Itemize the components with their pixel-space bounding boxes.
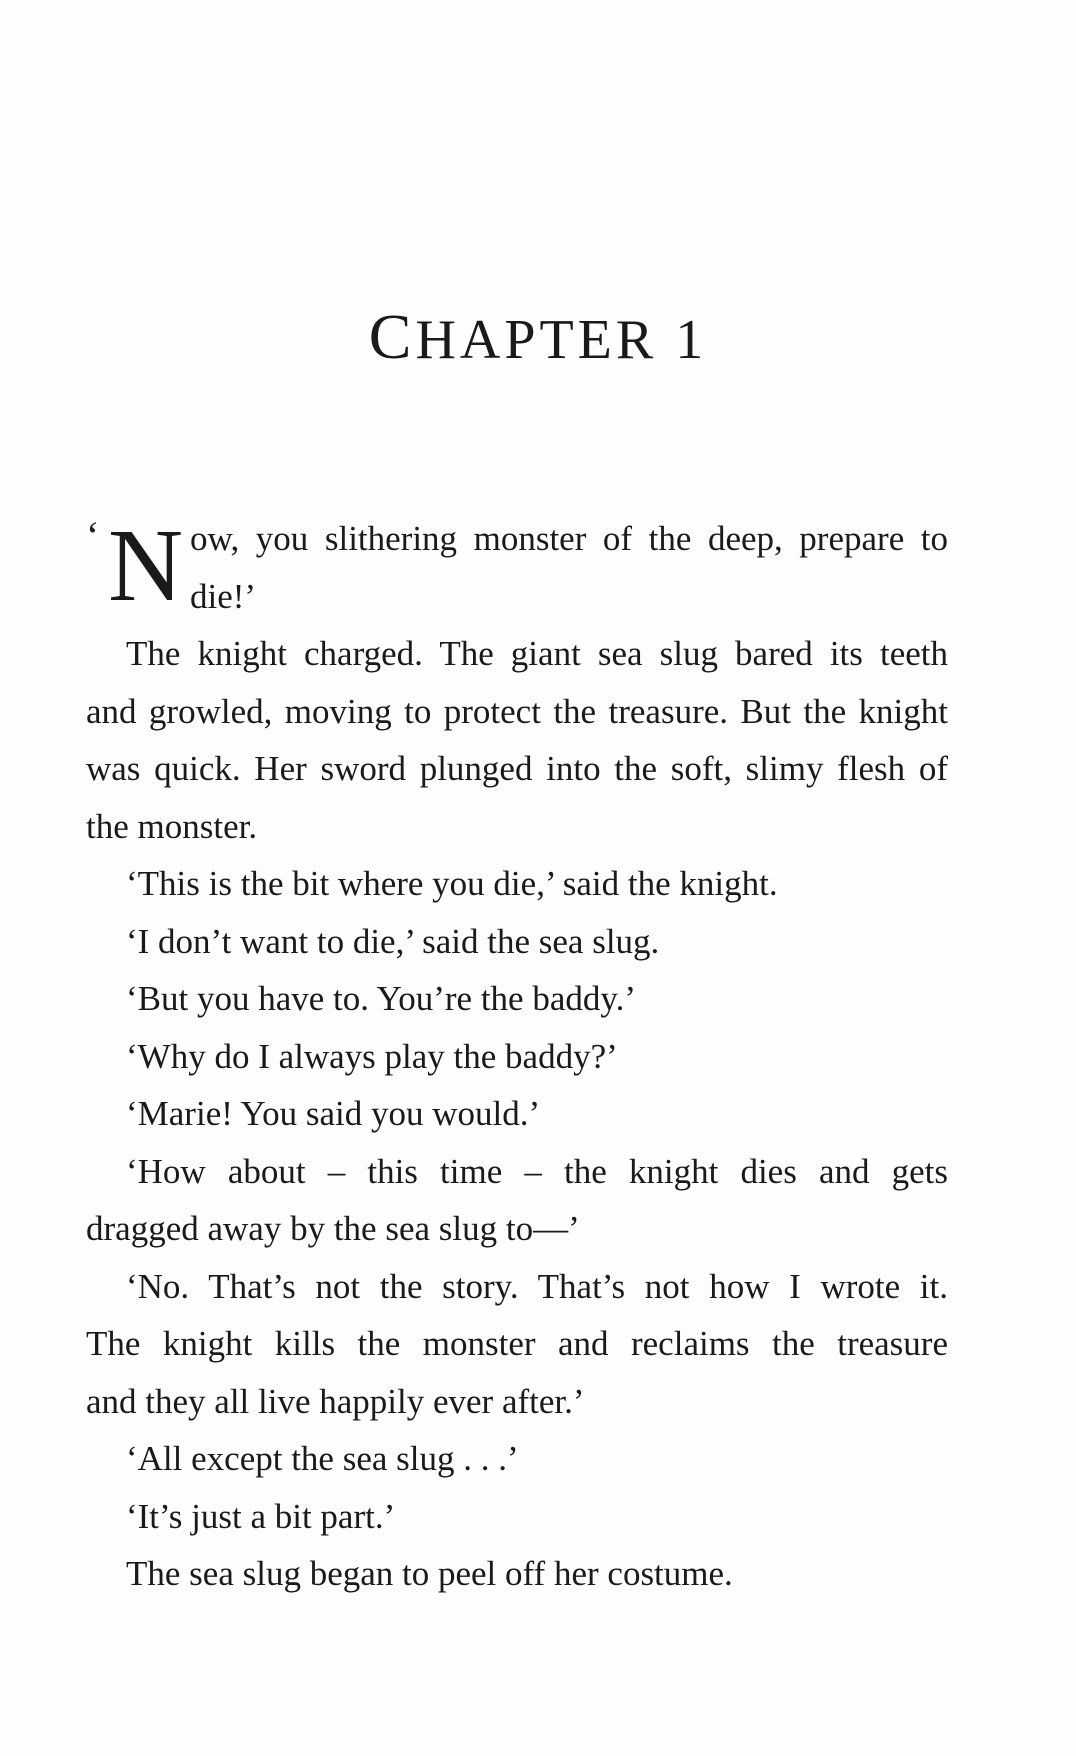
text-line: ‘It’s just a bit part.’ bbox=[126, 1496, 396, 1536]
text-line: ‘How about – this time – the knight dies and gets bbox=[126, 1151, 948, 1191]
text-line: dragged away by the sea slug to—’ bbox=[86, 1209, 580, 1248]
chapter-title bbox=[0, 300, 1076, 374]
text-line: the monster. bbox=[86, 806, 258, 846]
text-line: ‘Why do I always play the baddy?’ bbox=[126, 1036, 618, 1076]
opening-quote-mark: ‘ bbox=[86, 513, 100, 558]
text-line: ‘This is the bit where you die,’ said the knight. bbox=[126, 864, 778, 903]
text-line: and they all live happily ever after.’ bbox=[86, 1381, 585, 1421]
text-line: ‘All except the sea slug . . .’ bbox=[126, 1439, 519, 1478]
text-line: The knight kills the monster and reclaims the treasure bbox=[86, 1324, 948, 1363]
chapter-title-rest: HAPTER 1 bbox=[415, 309, 708, 371]
chapter-title-initial: C bbox=[368, 301, 416, 372]
text-line: ‘No. That’s not the story. That’s not how I wrote it. bbox=[126, 1266, 948, 1306]
chapter-body bbox=[86, 510, 948, 1603]
opening-paragraph bbox=[86, 510, 948, 625]
text-line: ‘I don’t want to die,’ said the sea slug. bbox=[126, 921, 660, 961]
opening-line-1: ow, you slithering monster of the deep, prepare to bbox=[190, 519, 948, 558]
text-line: The knight charged. The giant sea slug bared its teeth bbox=[126, 634, 948, 673]
text-line: was quick. Her sword plunged into the soft, slimy flesh of bbox=[86, 749, 948, 788]
text-line: ‘But you have to. You’re the baddy.’ bbox=[126, 979, 637, 1018]
text-line: The sea slug began to peel off her costume. bbox=[126, 1554, 733, 1593]
text-line: ‘Marie! You said you would.’ bbox=[126, 1094, 541, 1133]
opening-line-2: die!’ bbox=[190, 576, 257, 616]
text-line: and growled, moving to protect the treasure. But the knight bbox=[86, 691, 948, 731]
body-lines bbox=[86, 625, 948, 1603]
drop-cap: N bbox=[108, 508, 184, 623]
